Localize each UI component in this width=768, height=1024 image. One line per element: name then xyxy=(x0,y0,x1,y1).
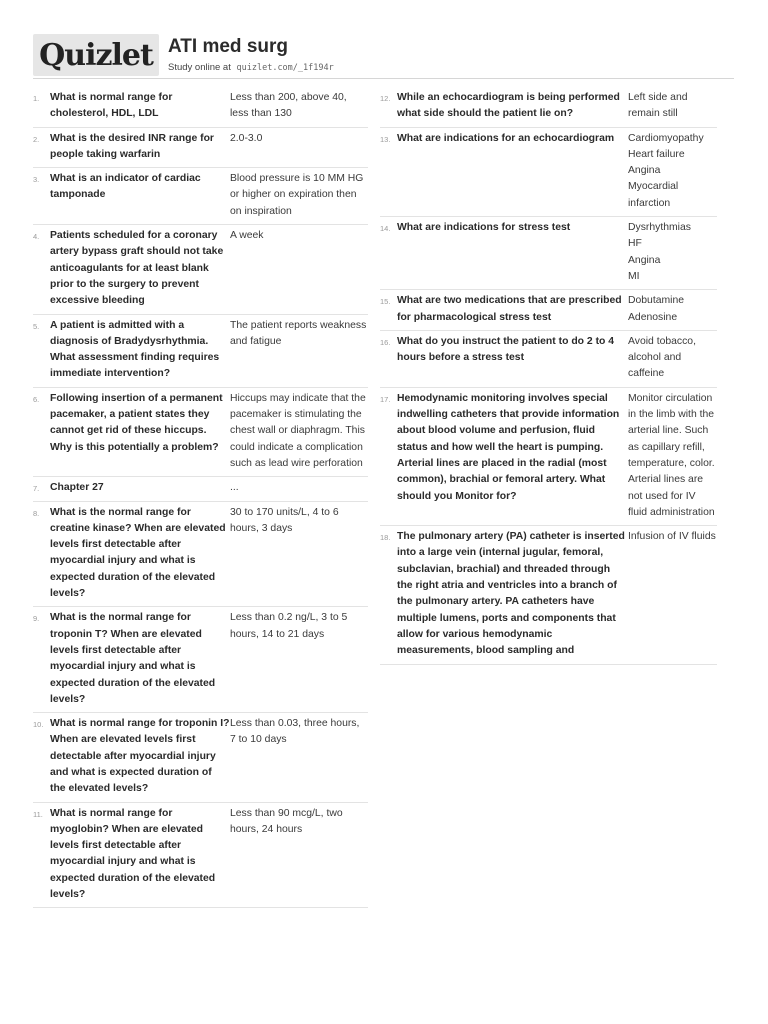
card-number: 7. xyxy=(33,484,40,494)
card-term: Following insertion of a permanent pacemaker, a patient states they cannot get rid of these hiccups. Why is this potentially a problem? xyxy=(50,392,223,453)
card-definition: Less than 200, above 40, less than 130 xyxy=(230,92,347,120)
flashcard-row xyxy=(33,502,368,608)
page-title: ATI med surg xyxy=(168,36,288,57)
card-definition: Avoid tobacco, alcohol and caffeine xyxy=(628,335,696,380)
card-number: 11. xyxy=(33,809,43,819)
card-definition: Monitor circulation in the limb with the arterial line. Such as capillary refill, temperature, color. Arterial lines are not used for IV fluid administration xyxy=(628,392,715,518)
card-term: Chapter 27 xyxy=(50,482,104,494)
logo-text: Quizlet xyxy=(39,37,153,73)
card-term: The pulmonary artery (PA) catheter is inserted into a large vein (internal jugular, femoral, subclavian, brachial) and threaded through the right atria and ventricles into a branch of the pulmonary artery. PA catheters have multiple lumens, ports and components that allow for various hemodynamic measurements, blood sampling and xyxy=(397,531,625,657)
study-url-link[interactable]: quizlet.com/_1f194r xyxy=(236,63,334,73)
study-online-line xyxy=(168,62,334,73)
flashcard-row xyxy=(33,168,368,225)
card-number: 5. xyxy=(33,321,40,331)
card-definition: Dobutamine Adenosine xyxy=(628,295,685,323)
card-term: What is normal range for cholesterol, HDL, LDL xyxy=(50,92,173,120)
card-definition: Blood pressure is 10 MM HG or higher on expiration then on inspiration xyxy=(230,173,364,217)
flashcard-row xyxy=(380,290,717,331)
card-definition: Infusion of IV fluids xyxy=(628,531,716,543)
card-term: What is normal range for troponin I? When are elevated levels first detectable after myocardial injury and what is expected duration of the elevated levels? xyxy=(50,718,230,795)
card-definition: Less than 0.2 ng/L, 3 to 5 hours, 14 to 21 days xyxy=(230,612,348,640)
card-number: 10. xyxy=(33,720,44,730)
card-number: 15. xyxy=(380,297,391,307)
card-definition: A week xyxy=(230,230,264,242)
card-definition: Left side and remain still xyxy=(628,92,688,120)
flashcard-row xyxy=(33,315,368,388)
card-definition: Dysrhythmias HF Angina MI xyxy=(628,222,691,282)
flashcard-row xyxy=(33,87,368,128)
page-header xyxy=(33,34,734,79)
card-number: 17. xyxy=(380,394,391,404)
card-term: While an echocardiogram is being performed what side should the patient lie on? xyxy=(397,92,620,120)
study-online-label: Study online at xyxy=(168,62,231,73)
card-number: 3. xyxy=(33,175,40,185)
card-term: Patients scheduled for a coronary artery bypass graft should not take anticoagulants for at least blank prior to the surgery to prevent excessive bleeding xyxy=(50,230,224,307)
flashcard-row xyxy=(380,87,717,128)
flashcard-row xyxy=(380,388,717,526)
card-term: What is the normal range for creatine kinase? When are elevated levels first detectable after myocardial injury and what is expected duration of the elevated levels? xyxy=(50,506,226,600)
flashcard-row xyxy=(33,803,368,909)
card-definition: The patient reports weakness and fatigue xyxy=(230,319,367,347)
card-term: What are indications for stress test xyxy=(397,222,571,234)
card-definition: 30 to 170 units/L, 4 to 6 hours, 3 days xyxy=(230,506,339,534)
card-number: 14. xyxy=(380,224,391,234)
card-definition: Cardiomyopathy Heart failure Angina Myocardial infarction xyxy=(628,132,704,209)
quizlet-logo xyxy=(33,34,159,76)
card-term: What is the normal range for troponin T? When are elevated levels first detectable after myocardial injury and what is expected duration of the elevated levels? xyxy=(50,612,216,705)
card-definition: Less than 0.03, three hours, 7 to 10 days xyxy=(230,718,360,746)
flashcard-row xyxy=(33,388,368,477)
card-term: Hemodynamic monitoring involves special indwelling catheters that provide information about blood volume and perfusion, fluid status and how well the heart is pumping. Arterial lines are placed in the radial (most common), brachial or femoral artery. What should you Monitor for? xyxy=(397,392,620,502)
card-number: 2. xyxy=(33,134,40,144)
card-number: 12. xyxy=(380,94,391,103)
left-card-column xyxy=(33,87,368,908)
card-definition: Hiccups may indicate that the pacemaker is stimulating the chest wall or diaphragm. This could indicate a complication such as lead wire perforation xyxy=(230,392,366,469)
right-card-column xyxy=(380,87,717,665)
card-number: 4. xyxy=(33,232,40,242)
card-term: What is normal range for myoglobin? When are elevated levels first detectable after myocardial injury and what is expected duration of the elevated levels? xyxy=(50,807,216,901)
card-number: 16. xyxy=(380,337,391,347)
card-number: 9. xyxy=(33,614,40,624)
flashcard-row xyxy=(380,217,717,290)
flashcard-row xyxy=(380,128,717,217)
card-term: A patient is admitted with a diagnosis of Bradydysrhythmia. What assessment finding requires immediate intervention? xyxy=(50,319,220,380)
card-number: 1. xyxy=(33,94,40,103)
card-number: 13. xyxy=(380,134,391,144)
card-number: 8. xyxy=(33,508,40,518)
card-term: What are indications for an echocardiogram xyxy=(397,132,615,144)
flashcard-row xyxy=(33,477,368,501)
card-term: What is an indicator of cardiac tamponade xyxy=(50,173,201,201)
card-definition: 2.0-3.0 xyxy=(230,132,263,144)
flashcard-row xyxy=(33,713,368,802)
card-number: 6. xyxy=(33,394,40,404)
card-number: 18. xyxy=(380,533,391,543)
card-definition: ... xyxy=(230,482,239,494)
flashcard-row xyxy=(380,526,717,664)
flashcard-row xyxy=(33,225,368,314)
card-term: What is the desired INR range for people taking warfarin xyxy=(50,132,214,160)
flashcard-row xyxy=(33,128,368,169)
card-term: What are two medications that are prescribed for pharmacological stress test xyxy=(397,295,622,323)
flashcard-row xyxy=(380,331,717,388)
card-term: What do you instruct the patient to do 2 to 4 hours before a stress test xyxy=(397,335,615,364)
flashcard-row xyxy=(33,607,368,713)
card-definition: Less than 90 mcg/L, two hours, 24 hours xyxy=(230,807,343,835)
